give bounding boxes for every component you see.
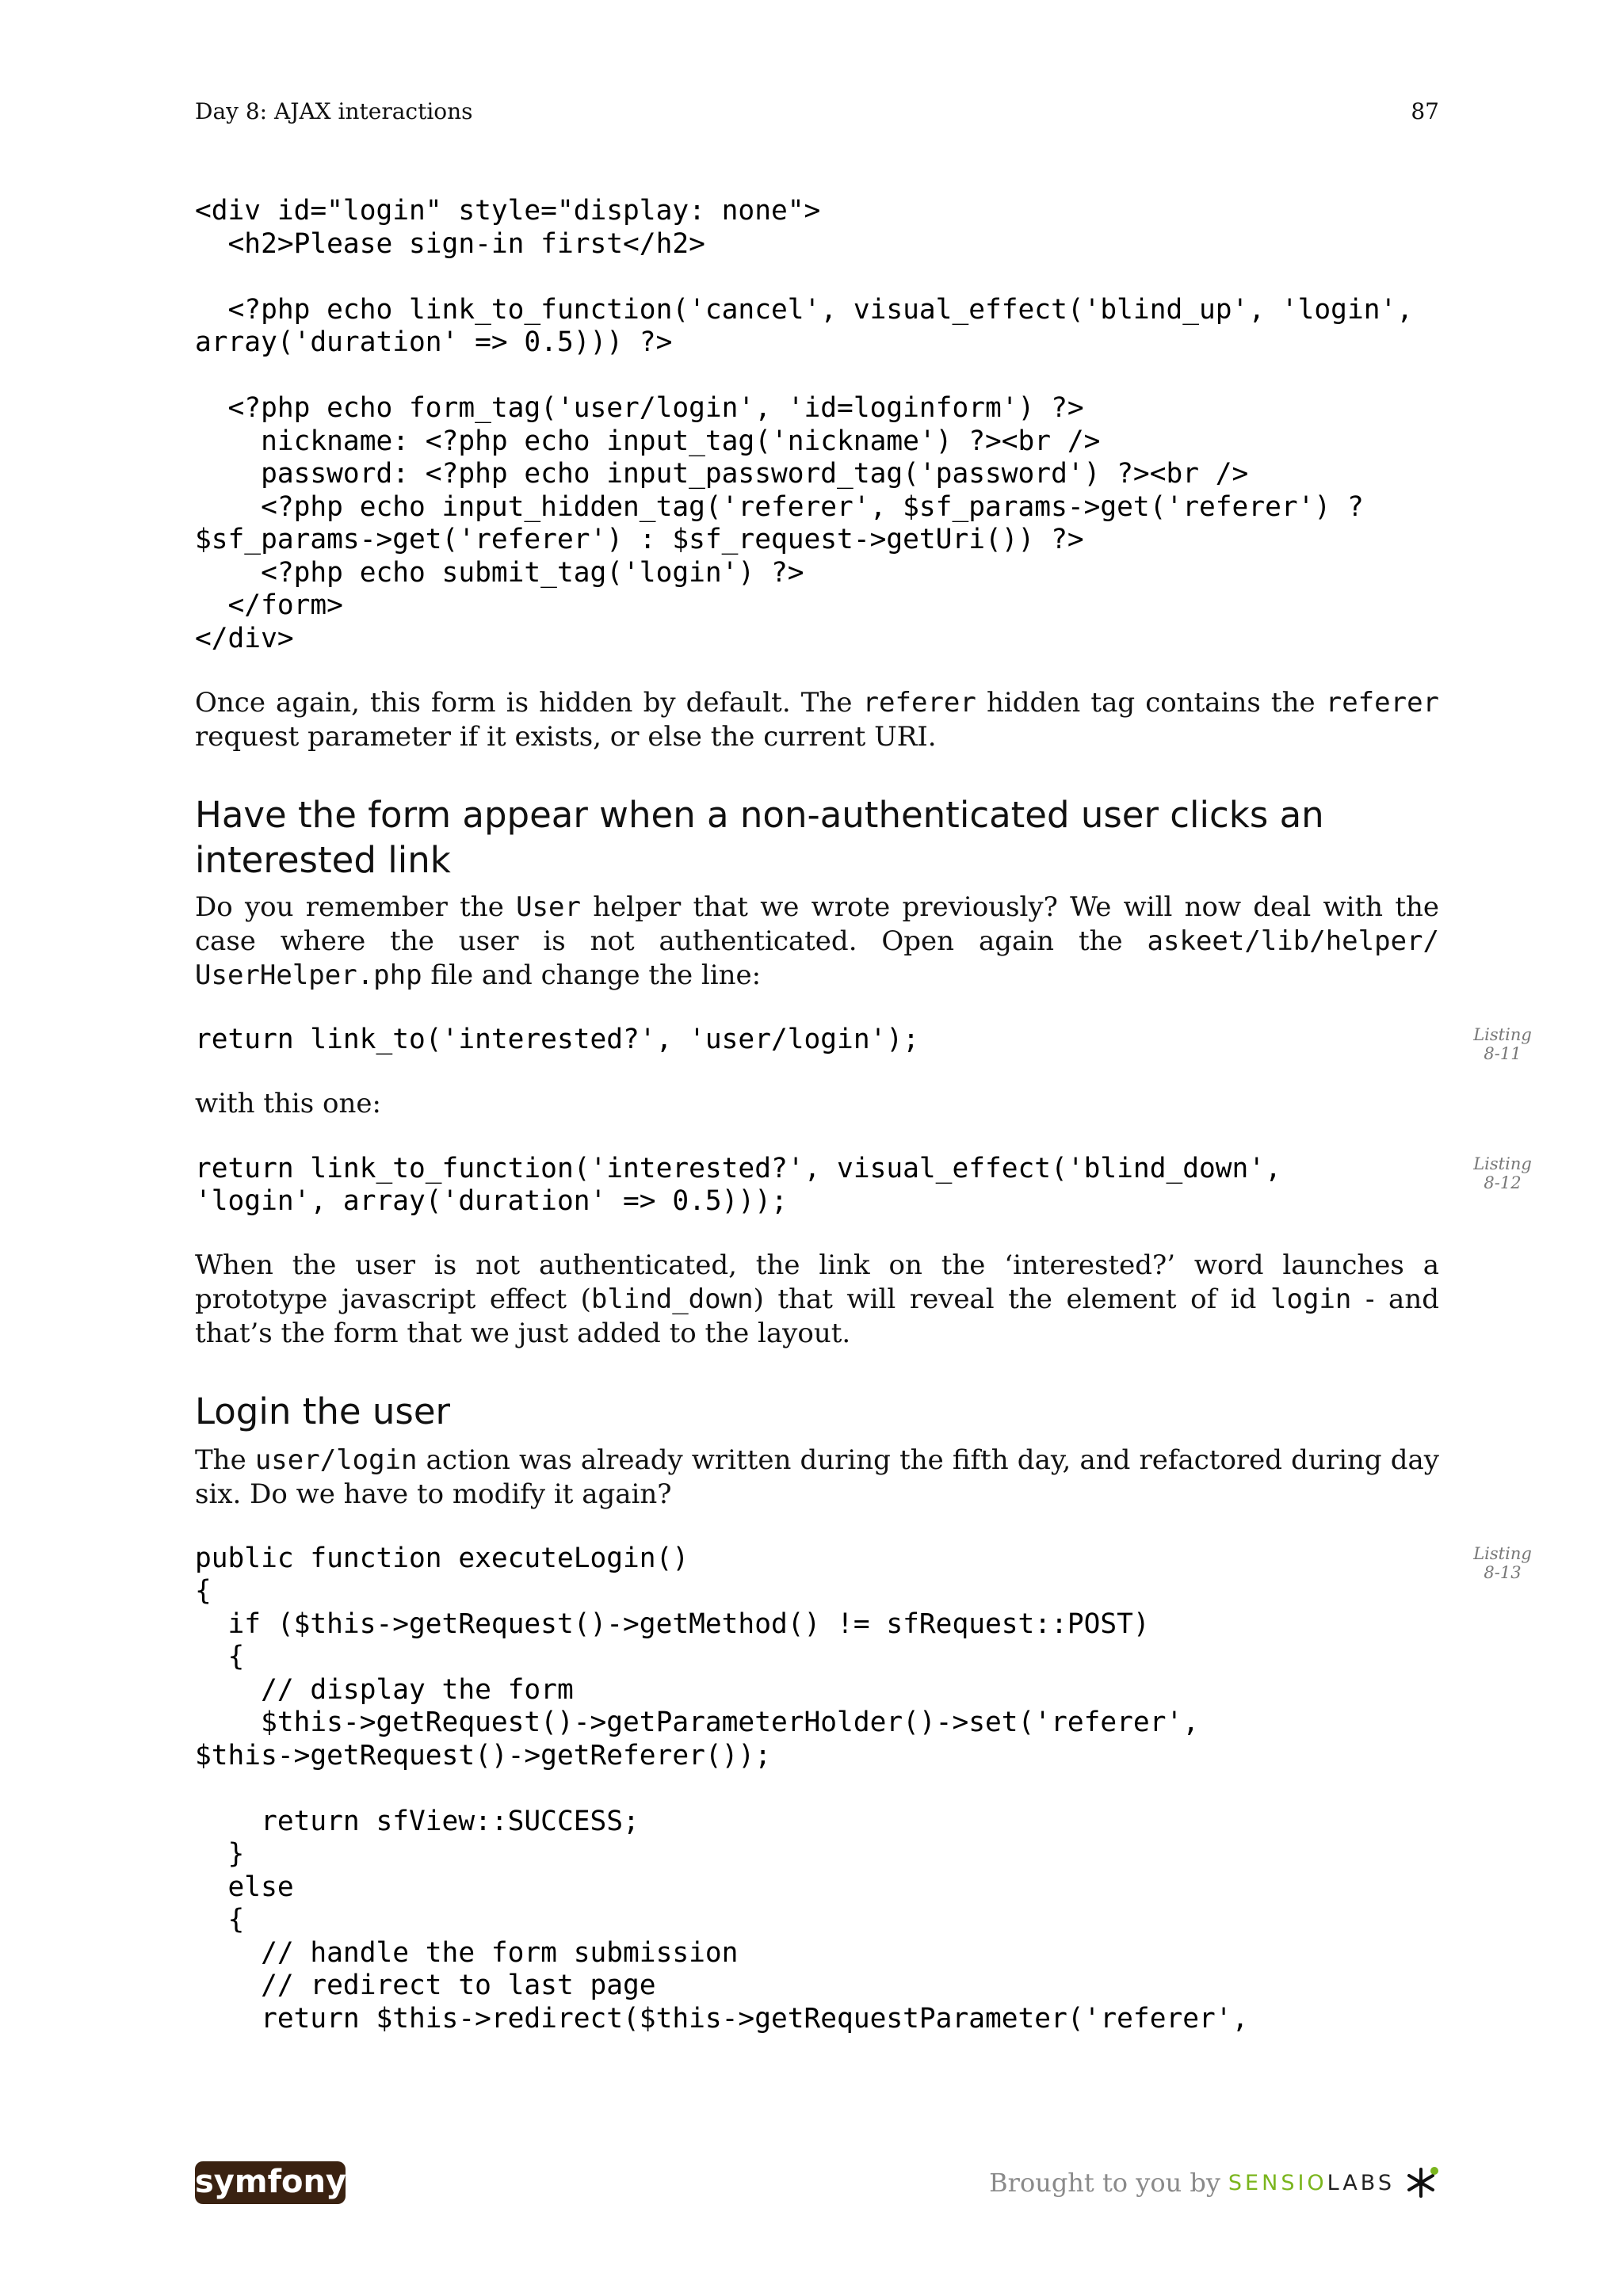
labs-wordmark: LABS: [1327, 2170, 1395, 2195]
section-heading-login-user: Login the user: [195, 1390, 451, 1432]
text-run: The: [195, 1444, 255, 1476]
inline-code: login: [1270, 1283, 1352, 1315]
listing-8-11: [195, 1024, 1532, 1063]
sensiolabs-icon: [1403, 2164, 1439, 2201]
paragraph-with-this-one: with this one:: [195, 1087, 381, 1119]
text-run: - and that’s the form that we just added to the layout.: [195, 1283, 1439, 1349]
text-run: ) that will reveal the element of id: [753, 1283, 1271, 1315]
listing-word: Listing: [1473, 1543, 1532, 1563]
listing-number: 8-11: [1484, 1044, 1522, 1063]
inline-code: blind_down: [590, 1283, 754, 1315]
text-run: helper that we wrote previously? We will now deal with the case where the user is not authenticated. Open again the: [195, 891, 1440, 957]
text-run: Once again, this form is hidden by default. The: [195, 687, 863, 719]
text-run: Do you remember the: [195, 891, 517, 923]
listing-number: 8-13: [1484, 1562, 1522, 1582]
paragraph-user-login-action: [195, 1444, 1439, 1512]
code-block: public function executeLogin() { if ($this->getRequest()->getMethod() != sfRequest::POST) { // display the form $this->getRequest()->getParameterHolder()->set('referer', $this->getRequest()->getReferer()); return sfView::SUCCESS; } else { // handle the form submission // redirect to last page return $this->redirect($this->getRequestParameter('referer',: [195, 1542, 1249, 2035]
symfony-logo: symfony: [195, 2161, 346, 2204]
chapter-title: Day 8: AJAX interactions: [195, 98, 473, 124]
listing-number: 8-12: [1484, 1173, 1522, 1192]
text-run: request parameter if it exists, or else the current URI.: [195, 721, 937, 753]
inline-code: referer: [1325, 687, 1440, 719]
footer-credit: [989, 2163, 1439, 2203]
inline-code: askeet/lib/helper/ UserHelper.php: [195, 925, 1439, 991]
listing-label: [1447, 1154, 1558, 1192]
text-run: hidden tag contains the: [976, 687, 1326, 719]
section-heading-form-appear: Have the form appear when a non-authenticated user clicks an interested link: [195, 794, 1324, 881]
listing-8-13: [195, 1542, 1532, 2036]
paragraph-form-hidden: [195, 686, 1439, 754]
inline-code: User: [516, 891, 581, 923]
inline-code: user/login: [254, 1444, 418, 1476]
paragraph-not-authenticated: [195, 1249, 1439, 1351]
listing-label: [1447, 1544, 1558, 1582]
listing-8-12: [195, 1152, 1532, 1219]
sensio-wordmark: SENSIO: [1228, 2170, 1327, 2195]
text-run: When the user is not authenticated, the link on the ‘interested?’ word launches a prototype javascript effect (: [195, 1249, 1439, 1315]
page-number: 87: [1411, 98, 1439, 124]
listing-word: Listing: [1473, 1154, 1532, 1173]
code-block-login-div: <div id="login" style="display: none"> <h2>Please sign-in first</h2> <?php echo link_to_function('cancel', visual_effect('blind_up', 'login', array('duration' => 0.5))) ?> <?php echo form_tag('user/login', 'id=loginform') ?> nickname: <?php echo input_tag('nickname') ?><br /> password: <?php echo input_password_tag('password') ?><br /> <?php echo input_hidden_tag('referer', $sf_params->get('referer') ? $sf_params->get('referer') : $sf_request->getUri()) ?> <?php echo submit_tag('login') ?> </form> </div>: [195, 195, 1414, 654]
listing-label: [1447, 1025, 1558, 1063]
brought-by-text: Brought to you by: [989, 2168, 1220, 2198]
text-run: file and change the line:: [422, 959, 762, 991]
listing-word: Listing: [1473, 1025, 1532, 1044]
paragraph-user-helper: [195, 891, 1439, 993]
code-block: return link_to('interested?', 'user/login');: [195, 1024, 919, 1055]
page-content: [195, 195, 1532, 2035]
inline-code: referer: [862, 687, 976, 719]
text-run: action was already written during the fifth day, and refactored during day six. Do we have to modify it again?: [195, 1444, 1439, 1510]
code-block: return link_to_function('interested?', visual_effect('blind_down', 'login', array('duration' => 0.5)));: [195, 1152, 1281, 1217]
